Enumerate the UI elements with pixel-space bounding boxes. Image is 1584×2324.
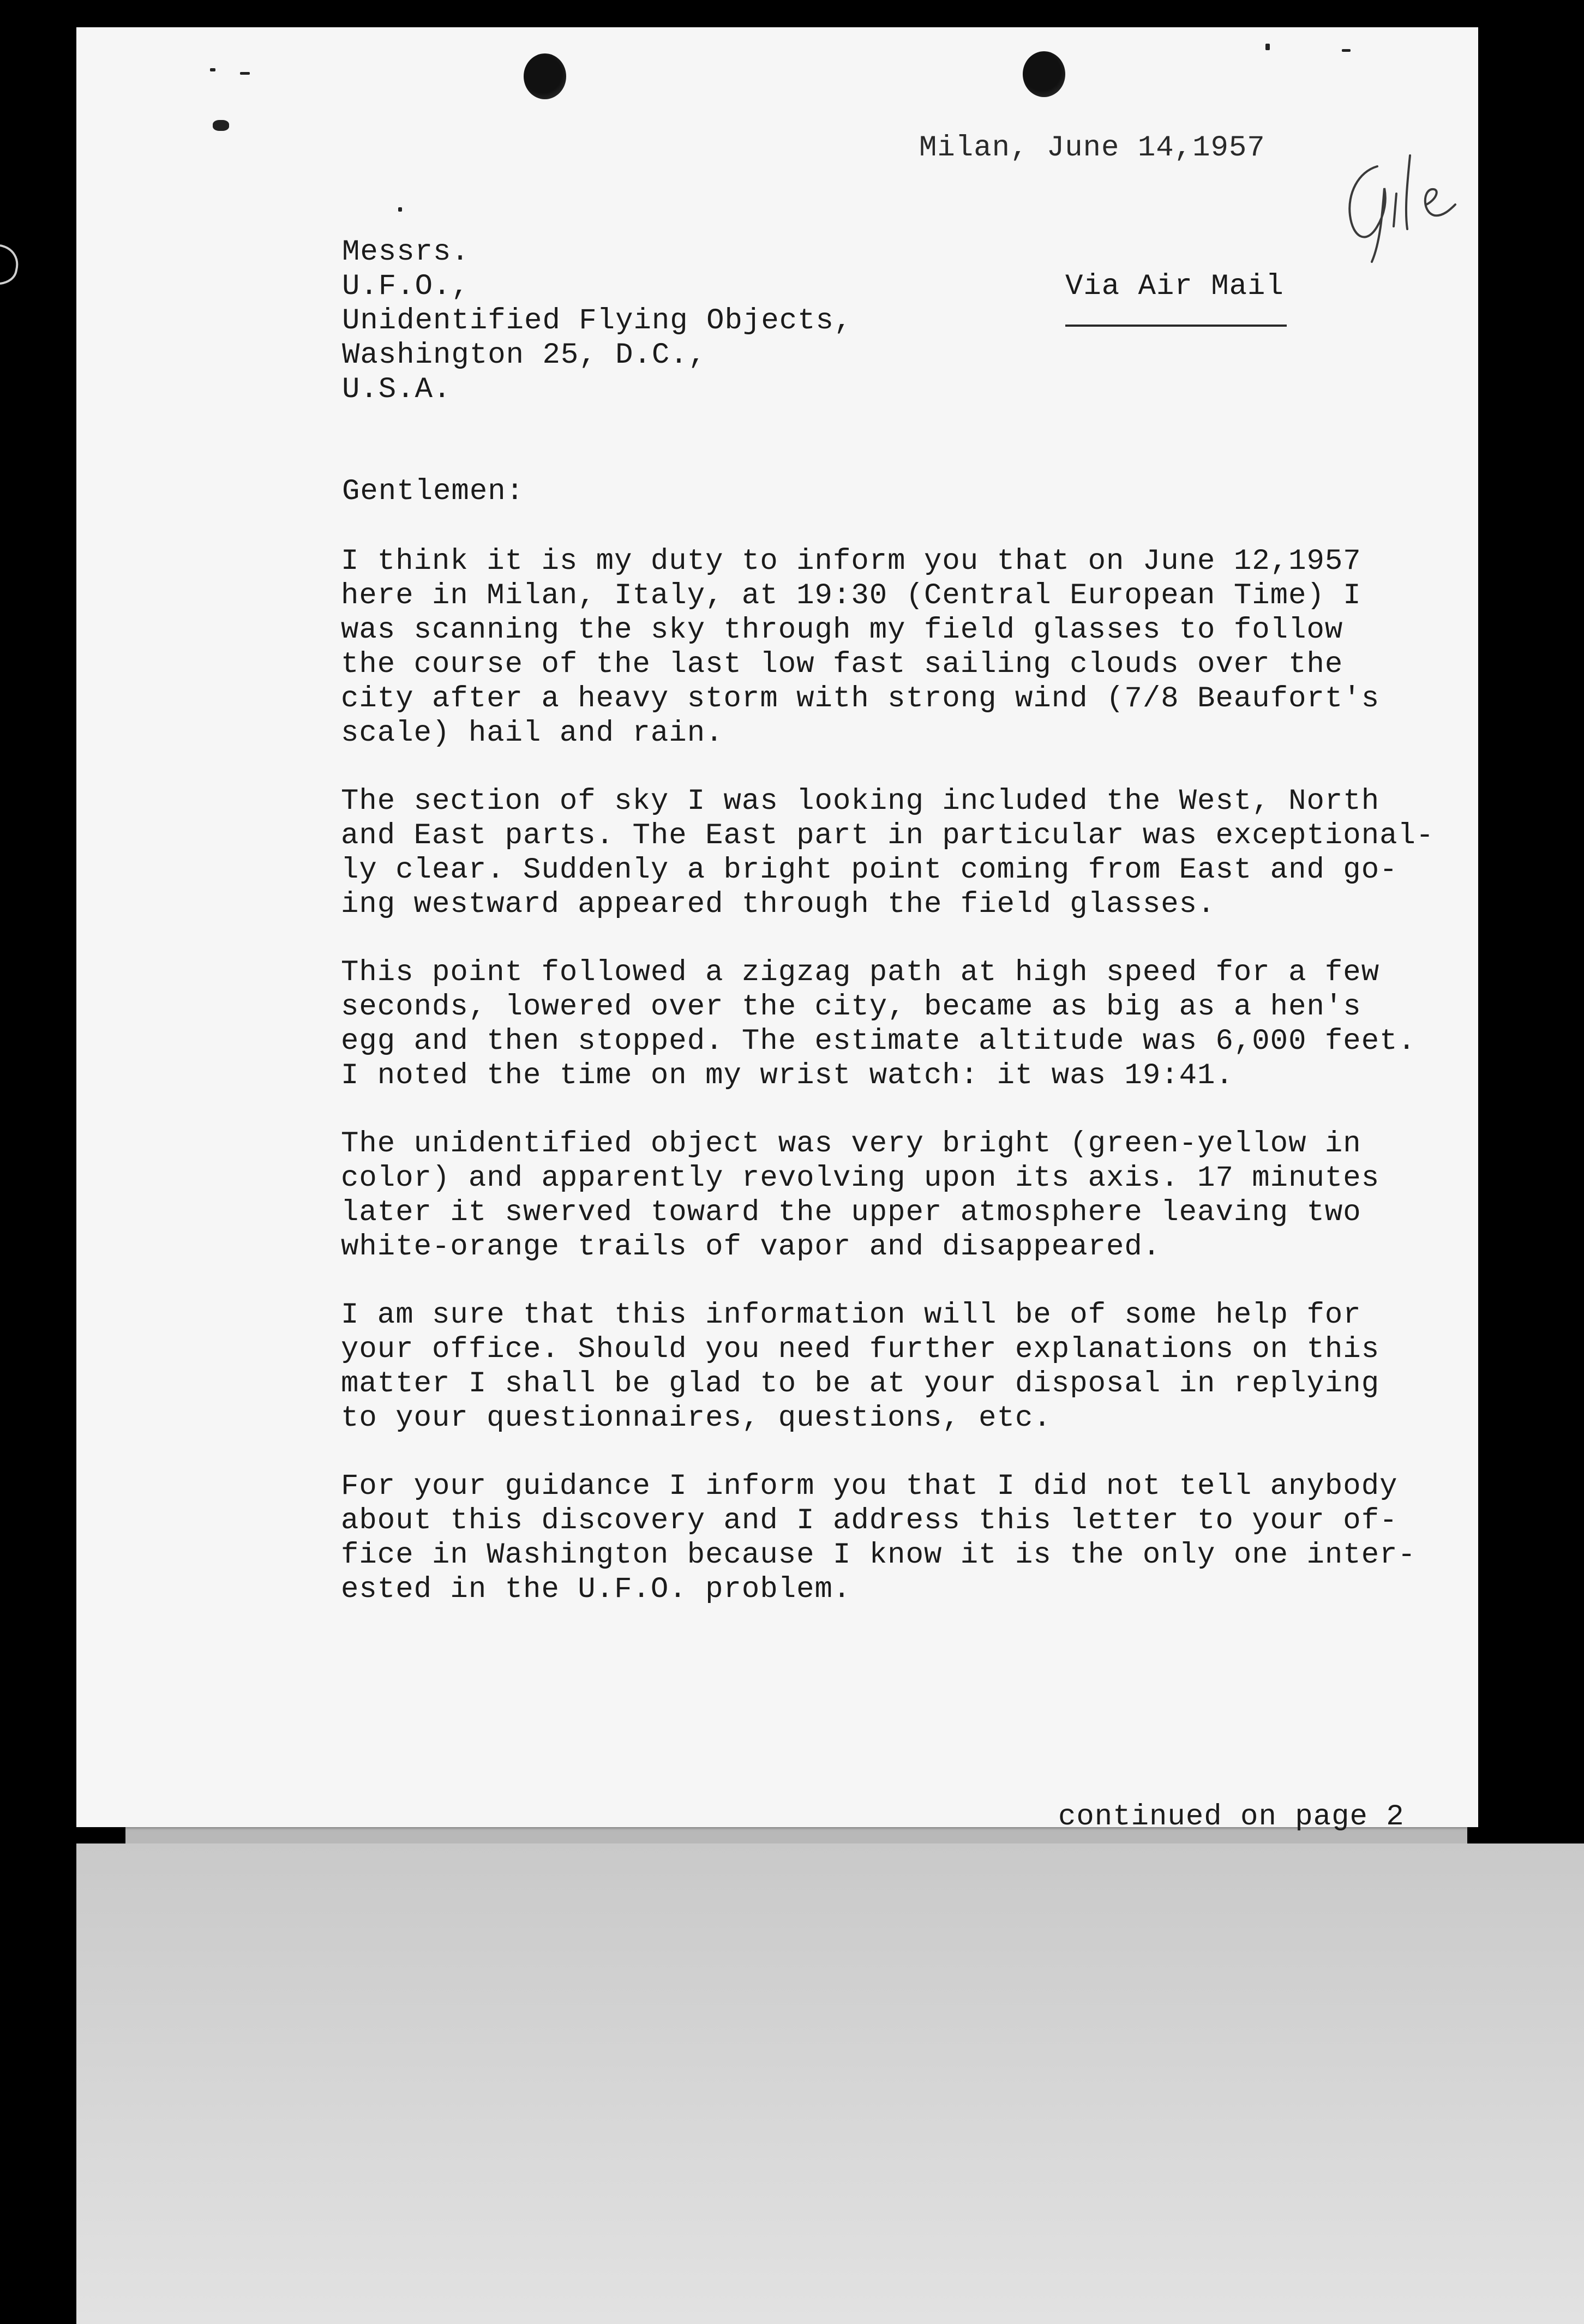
text-line: white-orange trails of vapor and disappeared. <box>341 1230 1161 1264</box>
text-line: ing westward appeared through the field glasses. <box>341 888 1216 921</box>
salutation: Gentlemen: <box>342 475 525 508</box>
specks <box>210 68 215 71</box>
text-line: ly clear. Suddenly a bright point coming from East and go- <box>341 854 1398 887</box>
text-line: This point followed a zigzag path at high speed for a few <box>341 956 1380 989</box>
text-line: I think it is my duty to inform you that on June 12,1957 <box>341 545 1361 578</box>
text-line: I am sure that this information will be of some help for <box>341 1299 1361 1332</box>
paragraph <box>341 956 1541 1093</box>
punch-hole-left <box>524 53 566 99</box>
specks <box>213 120 229 131</box>
text-line: seconds, lowered over the city, became as big as a hen's <box>341 990 1361 1024</box>
text-line: scale) hail and rain. <box>341 717 724 750</box>
text-line: The unidentified object was very bright (green-yellow in <box>341 1127 1361 1161</box>
text-line: the course of the last low fast sailing clouds over the <box>341 648 1343 681</box>
text-line: later it swerved toward the upper atmosphere leaving two <box>341 1196 1361 1229</box>
edge-mark <box>0 240 33 289</box>
address-line: Washington 25, D.C., <box>342 339 707 372</box>
text-line: For your guidance I inform you that I did not tell anybody <box>341 1470 1398 1503</box>
continued-note: continued on page 2 <box>1058 1800 1405 1834</box>
specks <box>240 72 250 75</box>
text-line: color) and apparently revolving upon its axis. 17 minutes <box>341 1162 1380 1195</box>
paragraph <box>341 1127 1541 1264</box>
punch-hole-right <box>1023 51 1065 97</box>
text-line: ested in the U.F.O. problem. <box>341 1573 851 1606</box>
via-air-mail-underline <box>1065 325 1287 327</box>
paragraph <box>341 1298 1541 1436</box>
text-line: city after a heavy storm with strong wind (7/8 Beaufort's <box>341 682 1380 716</box>
text-line: your office. Should you need further explanations on this <box>341 1333 1380 1366</box>
specks <box>398 207 402 212</box>
text-line: fice in Washington because I know it is the only one inter- <box>341 1539 1416 1572</box>
handwritten-initials-signature <box>1325 145 1467 270</box>
paragraph <box>341 544 1541 750</box>
scanner-bed <box>76 1843 1584 2324</box>
text-line: matter I shall be glad to be at your disposal in replying <box>341 1367 1380 1401</box>
place-date: Milan, June 14,1957 <box>919 131 1265 165</box>
text-line: to your questionnaires, questions, etc. <box>341 1402 1052 1435</box>
letter-page <box>76 27 1478 1834</box>
text-line: here in Milan, Italy, at 19:30 (Central European Time) I <box>341 579 1361 612</box>
specks <box>1265 44 1270 50</box>
paragraph <box>341 784 1541 922</box>
address-line: U.S.A. <box>342 373 452 406</box>
text-line: was scanning the sky through my field glasses to follow <box>341 614 1343 647</box>
text-line: I noted the time on my wrist watch: it was 19:41. <box>341 1059 1234 1092</box>
paragraph <box>341 1469 1541 1607</box>
address-line: Unidentified Flying Objects, <box>342 304 853 338</box>
text-line: about this discovery and I address this letter to your of- <box>341 1504 1398 1538</box>
text-line: egg and then stopped. The estimate altitude was 6,000 feet. <box>341 1025 1416 1058</box>
specks <box>1342 49 1351 52</box>
text-line: and East parts. The East part in particular was exceptional- <box>341 819 1435 852</box>
address-line: U.F.O., <box>342 270 470 303</box>
text-line: The section of sky I was looking included the West, North <box>341 785 1380 818</box>
address-line: Messrs. <box>342 236 470 269</box>
via-air-mail: Via Air Mail <box>1065 270 1284 303</box>
